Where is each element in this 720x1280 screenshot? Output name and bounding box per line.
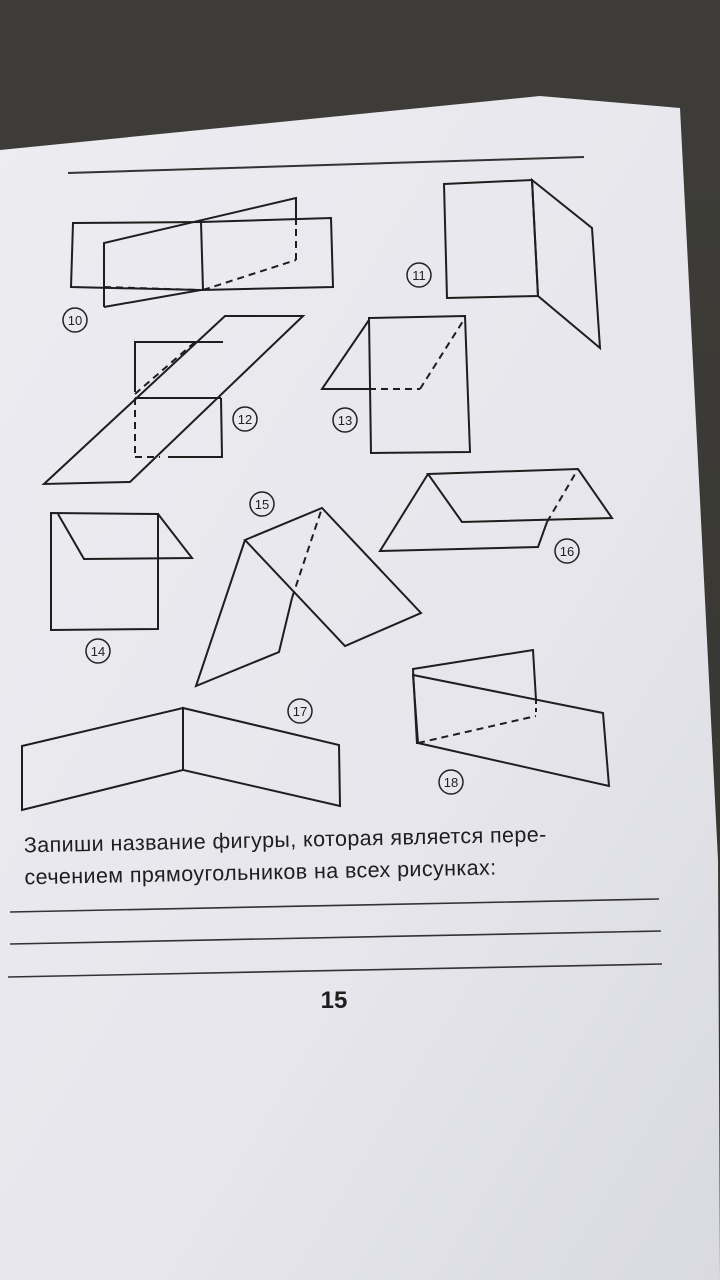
task-text-line-2: сечением прямоугольников на всех рисунках: [24,855,497,890]
figure-number-16: 16 [559,544,575,559]
page-number: 15 [320,987,348,1014]
task-text-line-1: Запиши название фигуры, которая является пере- [23,822,547,858]
paper-sheet [0,96,720,1280]
figure-number-18: 18 [443,775,459,790]
figure-number-14: 14 [90,644,106,659]
figure-number-13: 13 [337,413,353,428]
figure-number-12: 12 [237,412,253,427]
figure-number-10: 10 [67,313,83,328]
figure-number-11: 11 [412,268,426,283]
figure-number-15: 15 [254,497,270,512]
figure-number-17: 17 [292,704,308,719]
